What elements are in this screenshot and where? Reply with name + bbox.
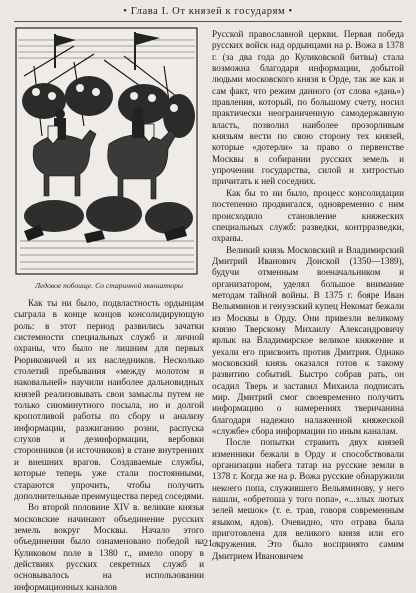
paragraph: Русской православной церкви. Первая победа русских войск над ордынцами на р. Вожа в 1378 г. (за два года до Куликовской битвы) стала возможна благодаря информации, добытой людьми московского князя в Орде, так же как и сам факт, что режим данного (от слова «дань») правления, который, по большому счету, носил практически неограниченную самодержавную власть, позволил наиболее прозорливым князьям вести по свою сторону тех князей, которые «дотерли» за право о первенстве Москвы в собирании русских земель и упрочении государства, силой и хитростью причитать к ней соседних. <box>212 29 404 187</box>
paragraph: Великий князь Московский и Владимирский Дмитрий Иванович Донской (1350—1389), будучи отменным военачальником и организатором, уделял большое внимание методам тайной войны. В 1375 г. бояре Иван Вельяминов и генуэзский купец Некомат бежали из Москвы в Орду. Они привезли великому князю Тверскому Михаилу Александровичу ярлык на Владимирское великое княжение и уехали его присвоить против Дмитрия. Однако московский князь оказался готов к такому развитию событий. Быстро собрав рать, он осадил Тверь и заставил Михаила подписать мир. Дмитрий смог своевременно получить информацию о намерениях тверичанина благодаря надежно налаженной княжеской «службе» сбора информации по иным каналам. <box>212 244 404 437</box>
page-number: · 21 · <box>197 539 219 549</box>
paragraph: Во второй половине XIV в. великие князья московские начинают объединение русских земель вокруг Москвы. Начало этого объединения было ознаменовано победой на Куликовом поле в 1380 г., имело опору в действиях русских секретных служб и основывалось на использовании информационных каналов <box>14 502 204 592</box>
running-head: • Глава I. От князей к государям • <box>123 6 293 17</box>
header-rule <box>14 21 402 22</box>
miniature-illustration <box>14 26 199 276</box>
right-column-text <box>212 29 404 562</box>
paragraph: Как ты ни было, подвластность ордынцам сыграла в конце концов консолидирующую роль: в этот период развились зачатки системности специальных служб и личной охраны, что было не лишним для первых Рюриковичей и их наследников. Несколько столетий пребывания «между молотом и наковальней» научили наиболее дальновидных князей реализовывать свои замыслы путем не только сиюминутного посыла, но и долгой кропотливой работы по сбору и анализу информации, разжиганию розни, распуска слухов и дезинформации, вербовки сторонников (и источников) в стане внутренних и внешних врагов. Создаваемые службы, которые теперь уже стали постоянными, стараются упрочить, чтобы получить дополнительные преимущества перед соседями. <box>14 298 204 501</box>
paragraph: После попытки стравить двух князей изменники бежали в Орду и способствовали организации набега татар на русские земли в 1378 г. Когда же на р. Вожа русские обнаружили некоего попа, служившего Вельяминову, у него нашли, «обретоша у того попа», «...злых лютых зелей мешок» (т. е. трав, говоря современным языком, ядов). Очевидно, что отрава была приготовлена для великого князя или его окружения. Это было воспринято самим Дмитрием Ивановичем <box>212 437 404 561</box>
figure-caption: Ледовое побоище. Со старинной миниатюры <box>34 281 184 290</box>
paragraph: Как бы то ни было, процесс консолидации постепенно продвигался, одновременно с ним происходило становление княжеских специальных служб: разведки, контрразведки, охраны. <box>212 187 404 244</box>
